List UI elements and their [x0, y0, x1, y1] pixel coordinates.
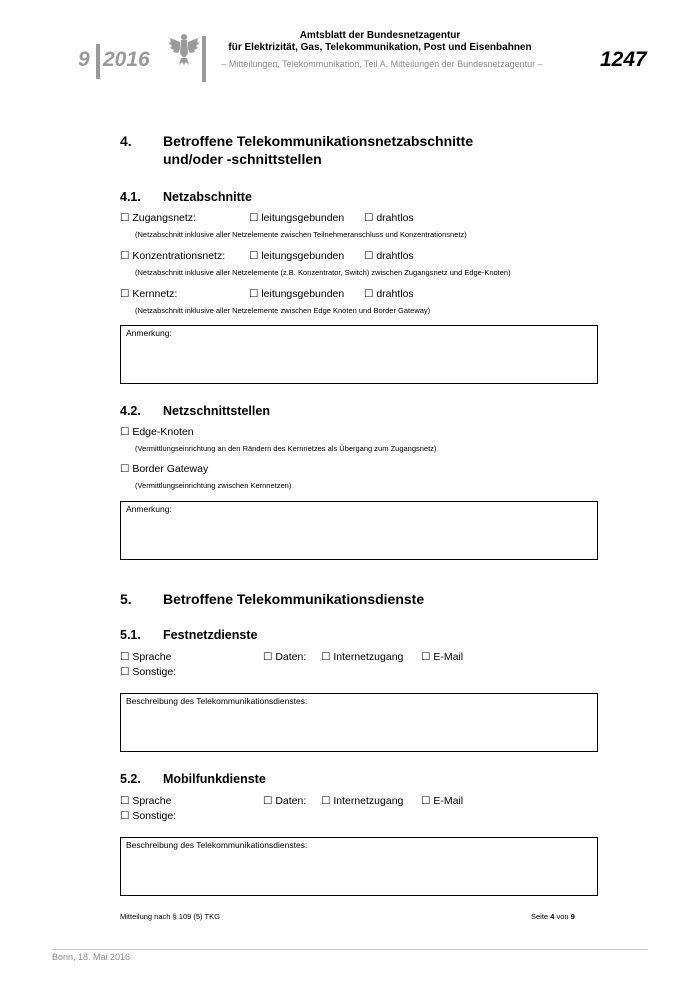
note-kernnetz: (Netzabschnitt inklusive aller Netzelemente zwischen Edge Knoten und Border Gateway) [135, 306, 431, 315]
checkbox-festnetz-internetzugang[interactable]: ☐ Internetzugang [321, 651, 404, 663]
checkbox-festnetz-email[interactable]: ☐ E-Mail [421, 651, 464, 663]
remark-label: Anmerkung: [126, 504, 172, 514]
header-divider-2 [202, 36, 206, 82]
checkbox-zugangsnetz-leitungsgebunden[interactable]: ☐ leitungsgebunden [249, 212, 345, 224]
section-4-title-line2: und/oder -schnittstellen [163, 151, 322, 167]
publication-date: Bonn, 18. Mai 2016 [52, 952, 131, 962]
remark-box-netzschnittstellen[interactable] [120, 501, 598, 560]
header-divider [96, 44, 100, 79]
checkbox-konzentrationsnetz-drahtlos[interactable]: ☐ drahtlos [364, 250, 414, 262]
journal-title: Amtsblatt der Bundesnetzagentur [299, 30, 461, 41]
checkbox-kernnetz[interactable]: ☐ Kernnetz: [120, 288, 178, 300]
journal-title-line2: für Elektrizität, Gas, Telekommunikation, Post und Eisenbahnen [228, 42, 532, 53]
note-edge-knoten: (Vermittlungseinrichtung an den Rändern des Kernnetzes als Übergang zum Zugangsnetz) [135, 444, 437, 453]
section-5-number: 5. [120, 591, 132, 607]
section-4-1-number: 4.1. [120, 190, 141, 204]
remark-box-netzabschnitte[interactable] [120, 325, 598, 384]
checkbox-konzentrationsnetz-leitungsgebunden[interactable]: ☐ leitungsgebunden [249, 250, 345, 262]
remark-label: Anmerkung: [126, 328, 172, 338]
checkbox-mobilfunk-daten[interactable]: ☐ Daten: [263, 795, 307, 807]
note-border-gateway: (Vermittlungseinrichtung zwischen Kernnetzen) [135, 481, 292, 490]
checkbox-kernnetz-drahtlos[interactable]: ☐ drahtlos [364, 288, 414, 300]
section-5-2-number: 5.2. [120, 772, 141, 786]
section-5-2-title: Mobilfunkdienste [163, 772, 266, 786]
checkbox-mobilfunk-sonstige[interactable]: ☐ Sonstige: [120, 810, 177, 822]
checkbox-festnetz-daten[interactable]: ☐ Daten: [263, 651, 307, 663]
section-4-1-title: Netzabschnitte [163, 190, 252, 204]
footer-page-mid: von [554, 912, 571, 921]
note-konzentrationsnetz: (Netzabschnitt inklusive aller Netzelemente (z.B. Konzentrator, Switch) zwischen Zugangsnetz und Edge-Knoten) [135, 268, 511, 277]
issue-number: 9 [78, 48, 91, 71]
federal-eagle-icon [169, 32, 199, 66]
checkbox-edge-knoten[interactable]: ☐ Edge-Knoten [120, 426, 194, 438]
checkbox-konzentrationsnetz[interactable]: ☐ Konzentrationsnetz: [120, 250, 226, 262]
checkbox-zugangsnetz-drahtlos[interactable]: ☐ drahtlos [364, 212, 414, 224]
footer-page-total: 9 [570, 912, 575, 921]
section-4-2-number: 4.2. [120, 404, 141, 418]
footer-page-counter [531, 912, 575, 921]
page-number: 1247 [600, 48, 647, 71]
checkbox-kernnetz-leitungsgebunden[interactable]: ☐ leitungsgebunden [249, 288, 345, 300]
issue-year: 2016 [103, 48, 150, 71]
section-5-1-number: 5.1. [120, 628, 141, 642]
section-4-number: 4. [120, 133, 132, 149]
checkbox-festnetz-sprache[interactable]: ☐ Sprache [120, 651, 172, 663]
description-box-festnetz[interactable] [120, 693, 598, 752]
checkbox-mobilfunk-email[interactable]: ☐ E-Mail [421, 795, 464, 807]
checkbox-border-gateway[interactable]: ☐ Border Gateway [120, 463, 209, 475]
checkbox-mobilfunk-internetzugang[interactable]: ☐ Internetzugang [321, 795, 404, 807]
section-4-2-title: Netzschnittstellen [163, 404, 270, 418]
description-box-mobilfunk[interactable] [120, 837, 598, 896]
footer-divider [52, 949, 648, 950]
section-5-1-title: Festnetzdienste [163, 628, 258, 642]
section-4-title: Betroffene Telekommunikationsnetzabschnitte [163, 133, 474, 149]
checkbox-zugangsnetz[interactable]: ☐ Zugangsnetz: [120, 212, 196, 224]
checkbox-mobilfunk-sprache[interactable]: ☐ Sprache [120, 795, 172, 807]
footer-page-current: 4 [550, 912, 555, 921]
section-5-title: Betroffene Telekommunikationsdienste [163, 591, 425, 607]
footer-page-prefix: Seite [531, 912, 551, 921]
note-zugangsnetz: (Netzabschnitt inklusive aller Netzelemente zwischen Teilnehmeranschluss und Konzentrationsnetz) [135, 230, 467, 239]
journal-subtitle: – Mitteilungen, Telekommunikation, Teil A, Mitteilungen der Bundesnetzagentur – [221, 59, 543, 69]
description-label: Beschreibung des Telekommunikationsdienstes: [126, 840, 308, 850]
footer-reference: Mitteilung nach § 109 (5) TKG [120, 912, 220, 921]
description-label: Beschreibung des Telekommunikationsdienstes: [126, 696, 308, 706]
checkbox-festnetz-sonstige[interactable]: ☐ Sonstige: [120, 666, 177, 678]
